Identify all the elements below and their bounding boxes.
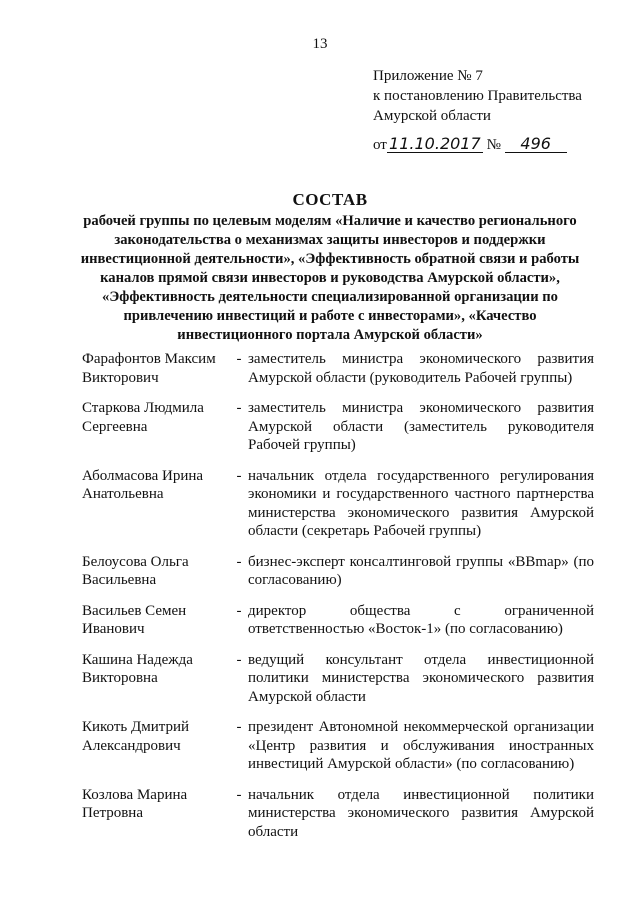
- member-name: Васильев Семен Иванович: [82, 602, 187, 637]
- member-role: заместитель министра экономического развития Амурской области (руководитель Рабочей группы): [248, 351, 594, 386]
- member-dash: -: [236, 351, 242, 367]
- member-name: Кашина Надежда Викторовна: [82, 651, 193, 686]
- handwritten-date: 11.10.2017: [387, 136, 483, 153]
- annex-line-1: Приложение № 7: [373, 68, 483, 84]
- page-number: 13: [312, 36, 328, 52]
- member-row: [82, 399, 594, 455]
- member-name: Козлова Марина Петровна: [82, 786, 188, 821]
- member-role: бизнес-эксперт консалтинговой группы «BBmap» (по согласованию): [248, 553, 594, 588]
- number-label: №: [486, 137, 501, 153]
- annex-line-3: Амурской области: [373, 108, 491, 124]
- member-name: Фарафонтов Максим Викторович: [82, 351, 216, 386]
- members-list: [82, 350, 594, 853]
- document-subtitle: рабочей группы по целевым моделям «Наличие и качество регионального законодательства о механизмах защиты инвесторов и поддержки инвестиционной деятельности», «Эффективность обратной связи и работы каналов прямой связи инвесторов и руководства Амурской области», «Эффективность деятельности специализированной организации по привлечению инвестиций и работе с инвесторами», «Качество инвестиционного портала Амурской области»: [80, 213, 580, 343]
- member-dash: -: [236, 719, 242, 735]
- member-row: [82, 651, 594, 707]
- member-dash: -: [236, 651, 242, 668]
- member-dash: -: [236, 467, 242, 484]
- member-row: [82, 718, 594, 774]
- member-name: Старкова Людмила Сергеевна: [82, 400, 204, 435]
- member-name: Белоусова Ольга Васильевна: [82, 553, 189, 588]
- member-row: [82, 602, 594, 639]
- handwritten-number: 496: [505, 136, 567, 153]
- member-role: президент Автономной некоммерческой организации «Центр развития и обслуживания иностранных инвестиций Амурской области» (по согласованию): [248, 719, 594, 772]
- member-role: директор общества с ограниченной ответственностью «Восток-1» (по согласованию): [248, 602, 594, 637]
- from-label: от: [373, 137, 387, 153]
- member-dash: -: [236, 553, 242, 570]
- annex-header: [373, 66, 582, 126]
- member-dash: -: [236, 400, 242, 416]
- member-row: [82, 553, 594, 590]
- title-block: [70, 190, 590, 345]
- document-title: СОСТАВ: [292, 190, 368, 209]
- member-row: [82, 467, 594, 541]
- member-role: начальник отдела государственного регулирования экономики и государственного частного партнерства министерства экономического развития Амурской области (секретарь Рабочей группы): [248, 467, 594, 539]
- member-name: Аболмасова Ирина Анатольевна: [82, 467, 204, 502]
- decree-date-number: [373, 136, 567, 154]
- member-role: заместитель министра экономического развития Амурской области (заместитель руководителя Рабочей группы): [248, 400, 594, 453]
- member-role: ведущий консультант отдела инвестиционной политики министерства экономического развития Амурской области: [248, 651, 594, 705]
- member-dash: -: [236, 786, 242, 803]
- annex-line-2: к постановлению Правительства: [373, 88, 582, 104]
- member-name: Кикоть Дмитрий Александрович: [82, 719, 190, 754]
- member-row: [82, 350, 594, 387]
- member-dash: -: [236, 602, 242, 619]
- member-row: [82, 786, 594, 842]
- member-role: начальник отдела инвестиционной политики министерства экономического развития Амурской области: [248, 786, 594, 840]
